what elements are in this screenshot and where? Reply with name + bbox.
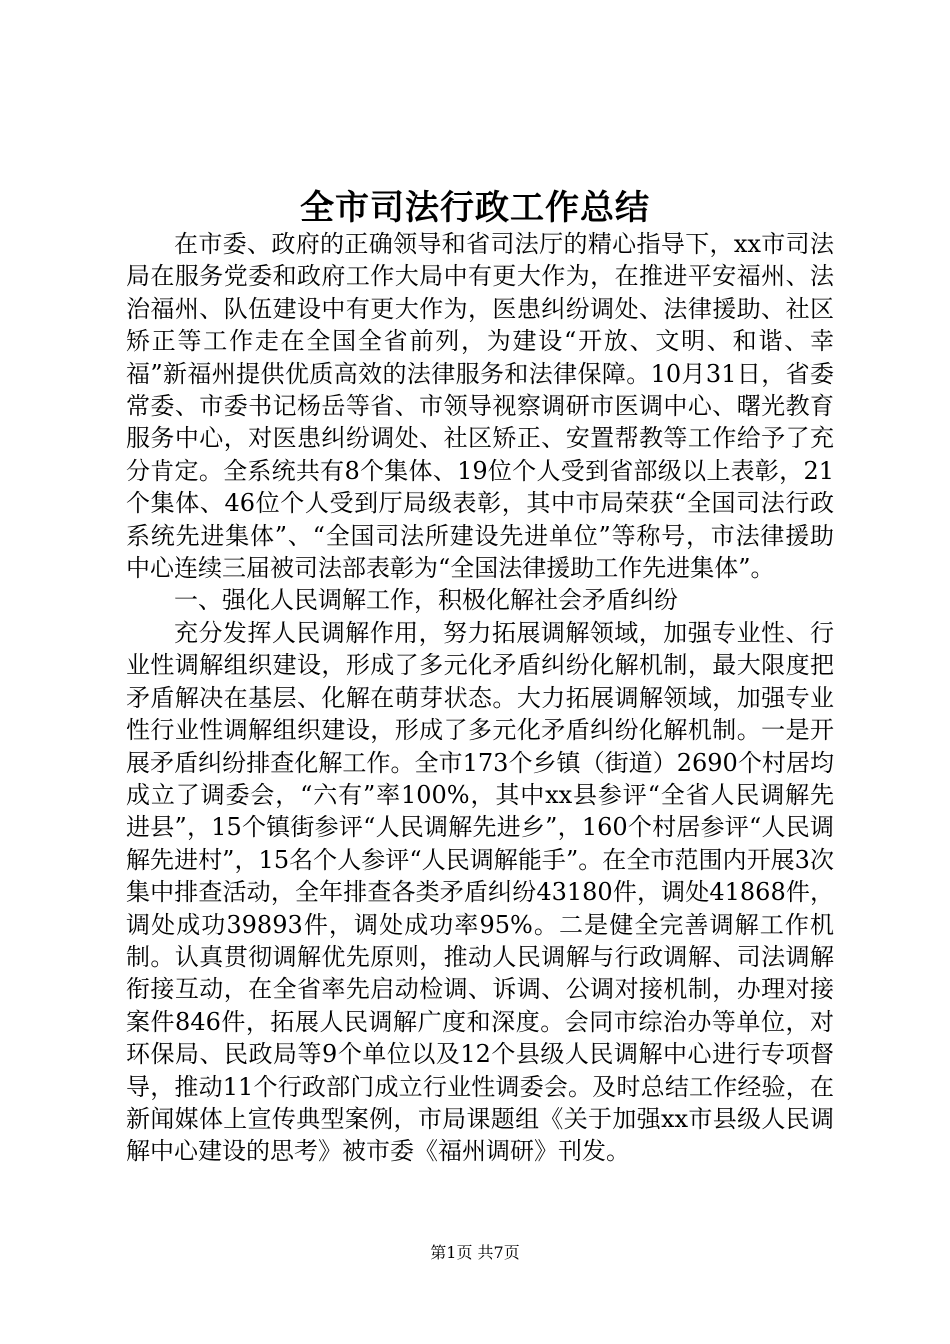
page-number-footer: 第1页 共7页: [430, 1243, 520, 1262]
document-title: 全市司法行政工作总结: [300, 188, 650, 228]
section-paragraph: 充分发挥人民调解作用，努力拓展调解领域，加强专业性、行业性调解组织建设，形成了多元化矛盾纠纷化解机制，最大限度把矛盾解决在基层、化解在萌芽状态。大力拓展调解领域，加强专业性行业性调解组织建设，形成了多元化矛盾纠纷化解机制。一是开展矛盾纠纷排查化解工作。全市173个乡镇（街道）2690个村居均成立了调委会，“六有”率100%，其中xx县参评“全省人民调解先进县”，15个镇街参评“人民调解先进乡”，160个村居参评“人民调解先进村”，15名个人参评“人民调解能手”。在全市范围内开展3次集中排查活动，全年排查各类矛盾纠纷43180件，调处41868件，调处成功39893件，调处成功率95%。二是健全完善调解工作机制。认真贯彻调解优先原则，推动人民调解与行政调解、司法调解衔接互动，在全省率先启动检调、诉调、公调对接机制，办理对接案件846件，拓展人民调解广度和深度。会同市综治办等单位，对环保局、民政局等9个单位以及12个县级人民调解中心进行专项督导，推动11个行政部门成立行业性调委会。及时总结工作经验，在新闻媒体上宣传典型案例，市局课题组《关于加强xx市县级人民调解中心建设的思考》被市委《福州调研》刊发。: [126, 618, 834, 1166]
section-heading: 一、强化人民调解工作，积极化解社会矛盾纠纷: [174, 586, 678, 615]
intro-paragraph: 在市委、政府的正确领导和省司法厅的精心指导下，xx市司法局在服务党委和政府工作大局中有更大作为，在推进平安福州、法治福州、队伍建设中有更大作为，医患纠纷调处、法律援助、社区矫正等工作走在全国全省前列，为建设“开放、文明、和谐、幸福”新福州提供优质高效的法律服务和法律保障。10月31日，省委常委、市委书记杨岳等省、市领导视察调研市医调中心、曙光教育服务中心，对医患纠纷调处、社区矫正、安置帮教等工作给予了充分肯定。全系统共有8个集体、19位个人受到省部级以上表彰，21个集体、46位个人受到厅局级表彰，其中市局荣获“全国司法行政系统先进集体”、“全国司法所建设先进单位”等称号，市法律援助中心连续三届被司法部表彰为“全国法律援助工作先进集体”。: [126, 230, 834, 583]
document-body: [126, 228, 834, 1168]
